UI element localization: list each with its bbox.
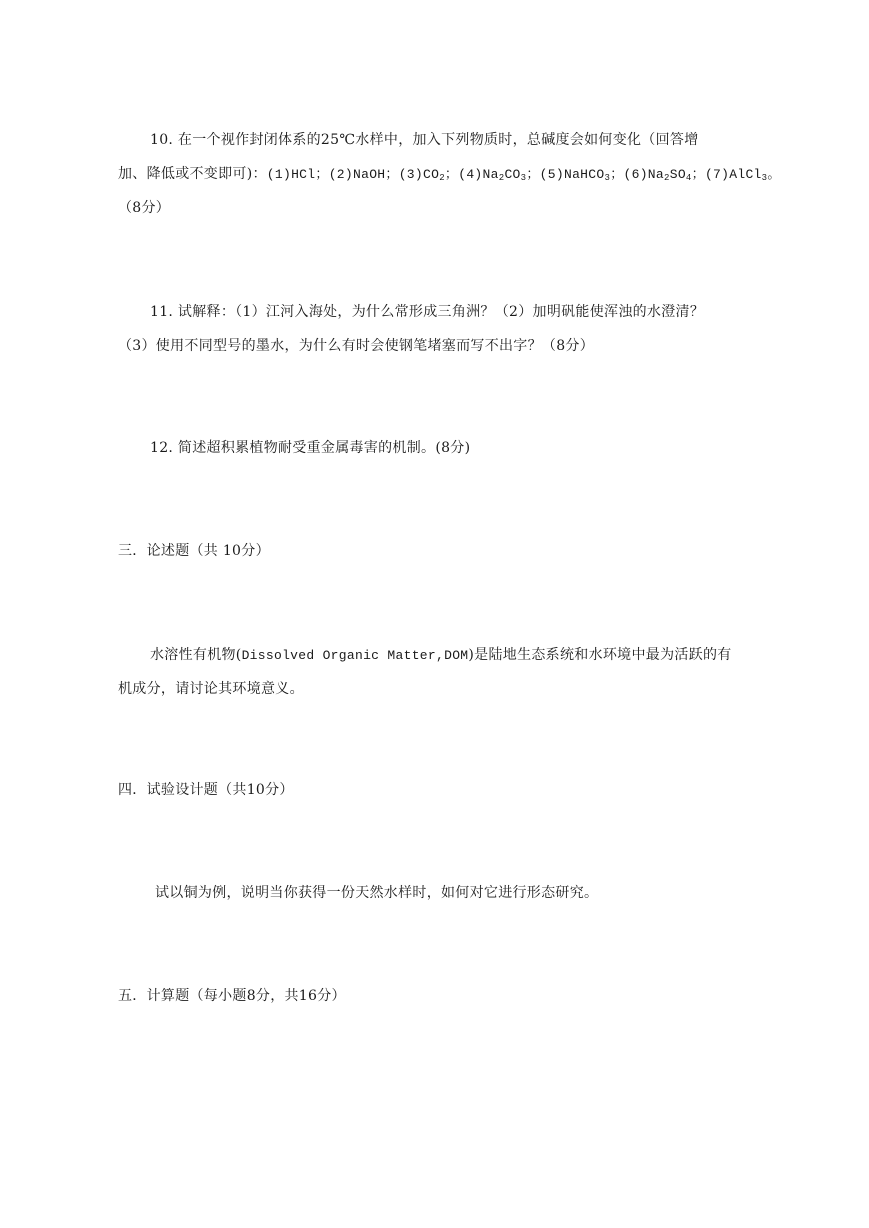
section3-heading: 三．论述题（共 10分） bbox=[118, 543, 270, 559]
q10-item-co2: $(3)CO_2$； bbox=[398, 167, 459, 183]
q10-item-nahco3: (5)NaHCO$_3$； bbox=[539, 167, 624, 183]
q10-item-na2so4: $(6)Na_2SO_4$； bbox=[623, 167, 705, 183]
q10-item-alcl3: (7)AlCl$_3$。 bbox=[704, 167, 781, 183]
section3-line-1: 水溶性有机物(Dissolved Organic Matter,DOM)是陆地生态系统和水环境中最为活跃的有 bbox=[150, 647, 732, 663]
section5-heading: 五．计算题（每小题8分，共16分） bbox=[118, 988, 346, 1004]
q10-item-na2co3: $(4)Na_2CO_3$； bbox=[458, 167, 540, 183]
q11-line-1: 11. 试解释：（1）江河入海处，为什么常形成三角洲？（2）加明矾能使浑浊的水澄清？ bbox=[150, 304, 705, 320]
q10-line-2-prefix: 加、降低或不变即可)： bbox=[118, 166, 267, 182]
q10-item-naoh: (2)NaOH； bbox=[328, 167, 399, 182]
q10-line-3: （8分） bbox=[118, 200, 171, 216]
q10-line-1: 10. 在一个视作封闭体系的25℃水样中，加入下列物质时，总碱度会如何变化（回答增 bbox=[150, 132, 699, 148]
q11-line-2: （3）使用不同型号的墨水，为什么有时会使钢笔堵塞而写不出字？（8分） bbox=[118, 338, 595, 354]
q10-item-hcl: (1)HCl； bbox=[266, 167, 329, 182]
q12-line-1: 12. 简述超积累植物耐受重金属毒害的机制。(8分) bbox=[150, 440, 471, 456]
section3-line-2: 机成分，请讨论其环境意义。 bbox=[118, 681, 304, 697]
section4-line-1: 试以铜为例，说明当你获得一份天然水样时，如何对它进行形态研究。 bbox=[155, 885, 599, 901]
section4-heading: 四．试验设计题（共10分） bbox=[118, 782, 294, 798]
q10-line-2 bbox=[118, 164, 781, 185]
